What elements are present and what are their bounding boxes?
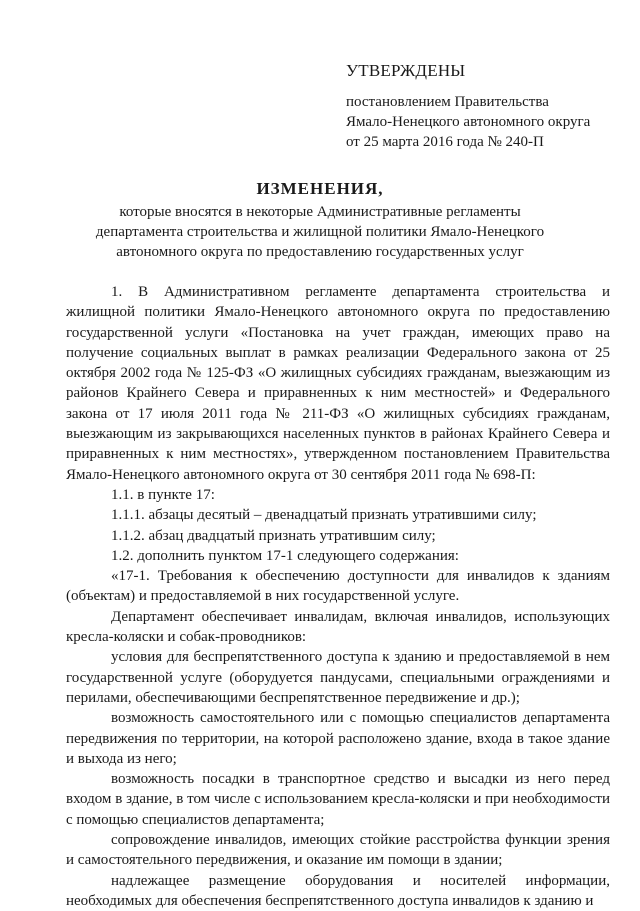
approval-line-2: Ямало-Ненецкого автономного округа [346,114,591,130]
document-heading [60,178,580,262]
paragraph-1-1-2: 1.1.2. абзац двадцатый признать утратившим силу; [111,527,436,544]
paragraph-1-1: 1.1. в пункте 17: [111,486,215,503]
approval-line-3: от 25 марта 2016 года № 240-П [346,134,544,150]
document-title: ИЗМЕНЕНИЯ, [256,179,384,198]
heading-line-3: автономного округа по предоставлению государственных услуг [116,244,524,260]
paragraph-transport: возможность посадки в транспортное средство и высадки из него перед входом в здание, в том числе с использованием кресла-коляски и при необходимости с помощью специалистов департамента; [66,771,610,828]
paragraph-equipment: надлежащее размещение оборудования и носителей информации, необходимых для обеспечения беспрепятственного доступа инвалидов к зданию и [66,872,610,909]
paragraph-1: 1. В Административном регламенте департамента строительства и жилищной политики Ямало-Ненецкого автономного округа по предоставлению государственной услуги «Постановка на учет граждан, имеющих право на получение социальных выплат в рамках реализации Федерального закона от 25 октября 2002 года № 125-ФЗ «О жилищных субсидиях гражданам, выезжающим из районов Крайнего Севера и приравненных к ним местностей» и Федерального закона от 17 июля 2011 года № 211-ФЗ «О жилищных субсидиях гражданам, выезжающим из закрывающихся населенных пунктов в районах Крайнего Севера и приравненных к ним местностях», утвержденном постановлением Правительства Ямало-Ненецкого автономного округа от 30 сентября 2011 года № 698-П: [66,284,610,483]
paragraph-movement: возможность самостоятельного или с помощью специалистов департамента передвижения по территории, на которой расположено здание, входа в такое здание и выхода из него; [66,710,610,767]
paragraph-conditions: условия для беспрепятственного доступа к зданию и предоставляемой в нем государственной услуге (оборудуется пандусами, специальными ограждениями и перилами, обеспечивающими беспрепятственное передвижение и др.); [66,649,610,706]
paragraph-1-1-1: 1.1.1. абзацы десятый – двенадцатый признать утратившими силу; [111,507,537,524]
paragraph-department: Департамент обеспечивает инвалидам, включая инвалидов, использующих кресла-коляски и собак-проводников: [66,608,610,646]
paragraph-escort: сопровождение инвалидов, имеющих стойкие расстройства функции зрения и самостоятельного передвижения, и оказание им помощи в здании; [66,832,610,869]
heading-line-1: которые вносятся в некоторые Административные регламенты [119,204,521,220]
document-body [66,282,610,911]
heading-line-2: департамента строительства и жилищной политики Ямало-Ненецкого [95,224,545,240]
approval-stamp [346,60,626,152]
paragraph-17-1: «17-1. Требования к обеспечению доступности для инвалидов к зданиям (объектам) и предоставляемой в них государственной услуге. [66,568,610,605]
paragraph-1-2: 1.2. дополнить пунктом 17-1 следующего содержания: [111,547,459,564]
approval-title: УТВЕРЖДЕНЫ [346,61,466,80]
approval-line-1: постановлением Правительства [346,94,549,110]
